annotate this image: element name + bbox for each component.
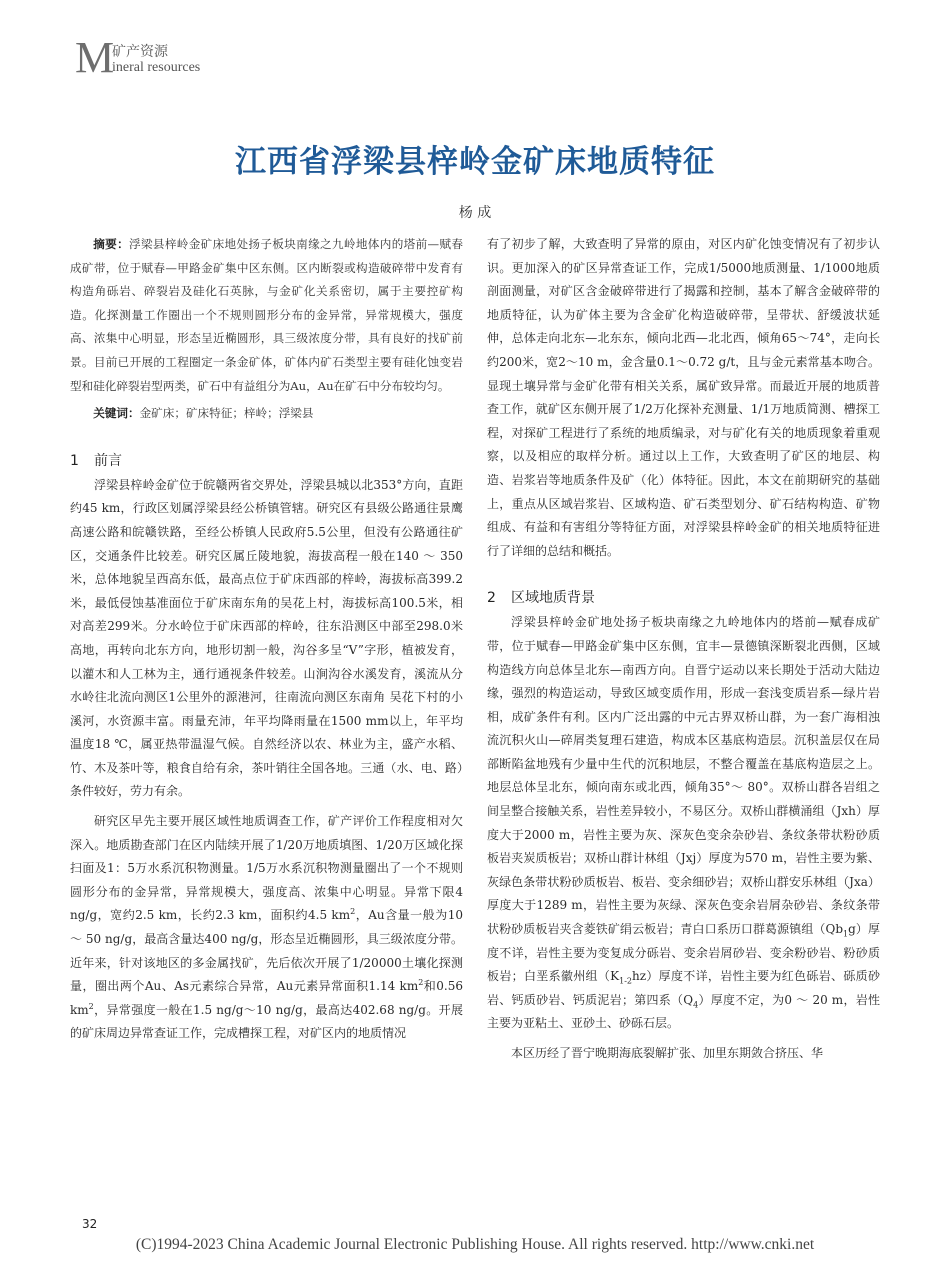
superscript: 2 — [418, 978, 424, 988]
section-heading-1 — [70, 450, 463, 472]
article-title: 江西省浮梁县梓岭金矿床地质特征 — [235, 144, 715, 180]
paragraph-2-part-c: 和0.56 km — [70, 979, 463, 1017]
section-title-1: 前言 — [94, 452, 122, 469]
copyright-footer: (C)1994-2023 China Academic Journal Electronic Publishing House. All rights reserved. http://www.cnki.net — [135, 1236, 815, 1253]
left-column — [70, 233, 463, 1046]
paragraph-2-part-b: ，Au含量一般为10 ～ 50 ng/g，最高含量达400 ng/g，形态呈近椭圆形，具三级浓度分带。近年来，针对该地区的多金属找矿，先后依次开展了1/20000土壤化探测量，圈出两个Au、As元素综合异常，Au元素异常面积1.14 km — [70, 908, 463, 994]
paragraph-5: 本区历经了晋宁晚期海底裂解扩张、加里东期敛合挤压、华 — [511, 1046, 824, 1060]
paragraph-2-part-d: ，异常强度一般在1.5 ng/g～10 ng/g，最高达402.68 ng/g。开展的矿床周边异常查证工作，完成槽探工程，对矿区内的地质情况 — [70, 1002, 463, 1041]
subscript: 4 — [693, 1000, 699, 1010]
page-number: 32 — [82, 1217, 98, 1231]
paragraph-1: 浮梁县梓岭金矿位于皖赣两省交界处，浮梁县城以北353°方向，直距约45 km，行政区划属浮梁县经公桥镇管辖。研究区有县级公路通往景鹰高速公路和皖赣铁路，至经公桥镇人民政府5.5公里，但没有公路通往矿区，交通条件比较差。研究区属丘陵地貌，海拔高程一般在140 ～ 350米，总体地貌呈西高东低，最高点位于矿床西部的梓岭，海拔标高399.2米，最低侵蚀基准面位于矿床南东角的吴花上村，海拔标高100.5米，相对高差299米。分水岭位于矿床西部的梓岭，往东沿测区中部至298.0米高地，再转向北东方向，地形切割一般，沟谷多呈“V”字形，植被发育，以灌木和人工林为主，通行通视条件较差。山涧沟谷水溪发育，溪流从分水岭往北流向测区1公里外的源港河，往南流向测区东南角 吴花下村的小溪河，水资源丰富。雨量充沛，年平均降雨量在1500 mm以上，年平均温度18 ℃，属亚热带温湿气候。自然经济以农、林业为主，盛产水稻、竹、木及茶叶等，粮食自给有余，茶叶销往全国各地。三通（水、电、路）条件较好，劳力有余。 — [70, 477, 463, 799]
paragraph-3: 有了初步了解，大致查明了异常的原由，对区内矿化蚀变情况有了初步认识。更加深入的矿区异常查证工作，完成1/5000地质测量、1/1000地质剖面测量，对矿区含金破碎带进行了揭露和控制，基本了解含金破碎带的地质特征，认为矿体主要为含金矿化构造破碎带，呈带状、舒缓波状延伸，总体走向北东—北东东，倾向北西—北北西，倾角65～74°，走向长约200米，宽2～10 m，金含量0.1～0.72 g/t，且与金元素常基本吻合。显现土壤异常与金矿化带有相关关系，属矿致异常。而最近开展的地质普查工作，就矿区东侧开展了1/2万化探补充测量、1/1万地质简测、槽探工程，对探矿工程进行了系统的地质编录，对与矿化有关的地质现象着重观察，以及相应的取样分析。通过以上工作，大致查明了矿区的地层、构造、岩浆岩等地质条件及矿（化）体特征。因此，本文在前期研究的基础上，重点从区域岩浆岩、区域构造、矿石类型划分、矿石结构构造、矿物组成、有益和有害组分等特征方面，对浮梁县梓岭金矿的相关地质特征进行了详细的总结和概括。 — [487, 237, 880, 558]
subscript: 1-2 — [619, 976, 632, 986]
paragraph-2-part-a: 研究区早先主要开展区域性地质调查工作，矿产评价工作程度相对欠深入。地质勘查部门在区内陆续开展了1/20万地质填图、1/20万区域化探扫面及1：5万水系沉积物测量。1/5万水系沉积物测量圈出了一个不规则圆形分布的金异常，异常规模大，强度高、浓集中心明显。异常下限4 ng/g，宽约2.5 km，长约2.3 km，面积约4.5 km — [70, 814, 463, 923]
article-author: 杨 成 — [458, 205, 492, 221]
right-column — [487, 233, 880, 1066]
section-number-1: 1 — [70, 452, 79, 469]
section-number-2: 2 — [487, 590, 496, 607]
section-name-chinese: 矿产资源 — [112, 44, 168, 60]
abstract-text: 浮梁县梓岭金矿床地处扬子板块南缘之九岭地体内的塔前—赋春成矿带，位于赋春—甲路金矿集中区东侧。区内断裂或构造破碎带中发育有构造角砾岩、碎裂岩及硅化石英脉，与金矿化关系密切，属于主要控矿构造。化探测量工作圈出一个不规则圆形分布的金异常，异常规模大，强度高、浓集中心明显，形态呈近椭圆形，具三级浓度分带，具有良好的找矿前景。目前已开展的工程圈定一条金矿体，矿体内矿石类型主要有硅化蚀变岩型和硅化碎裂岩型两类，矿石中有益组分为Au，Au在矿石中分布较均匀。 — [70, 237, 463, 393]
subscript: 1 — [843, 929, 849, 939]
keywords — [70, 402, 463, 426]
superscript: 2 — [350, 907, 356, 917]
logo-letter: M — [75, 33, 115, 82]
paragraph-4 — [487, 611, 880, 1036]
keywords-text: 金矿床；矿床特征；梓岭；浮梁县 — [139, 406, 314, 421]
section-name-english: ineral resources — [112, 60, 201, 75]
paragraph-4-part-a: 浮梁县梓岭金矿地处扬子板块南缘之九岭地体内的塔前—赋春成矿带，位于赋春—甲路金矿集中区东侧，宜丰—景德镇深断裂北西侧，区域构造线方向总体呈北东—南西方向。自晋宁运动以来长期处于活动大陆边缘，强烈的构造运动，导致区域变质作用，形成一套浅变质岩系—绿片岩相，成矿条件有利。区内广泛出露的中元古界双桥山群，为一套广海相浊流沉积火山—碎屑类复理石建造，构成本区基底构造层。沉积盖层仅在局部断陷盆地残有少量中生代的沉积地层，不整合覆盖在基底构造层之上。地层总体呈北东，倾向南东或北西，倾角35°～ 80°。双桥山群各岩组之间呈整合接触关系，岩性差异较小，不易区分。双桥山群横涌组（Jxh）厚度大于2000 m，岩性主要为灰、深灰色变余杂砂岩、条纹条带状粉砂质板岩夹炭质板岩；双桥山群计林组（Jxj）厚度为570 m，岩性主要为紫、灰绿色条带状粉砂质板岩、板岩、变余细砂岩；双桥山群安乐林组（Jxa）厚度大于1289 m，岩性主要为灰绿、深灰色变余岩屑杂砂岩、条纹条带状粉砂质板岩夹含菱铁矿绢云板岩；青白口系历口群葛源镇组（Qb — [487, 615, 880, 937]
section-heading-2 — [487, 587, 880, 609]
paragraph-4-part-d: ）厚度不定，为0 ～ 20 m，岩性主要为亚粘土、亚砂土、砂砾石层。 — [487, 992, 880, 1031]
paragraph-2 — [70, 810, 463, 1046]
paragraph-4-part-b: g）厚度不详，岩性主要为变复成分砾岩、变余岩屑砂岩、变余粉砂岩、粉砂质板岩；白垩系徽州组（K — [487, 922, 880, 984]
superscript: 2 — [88, 1001, 94, 1011]
keywords-label: 关键词： — [93, 406, 140, 421]
section-title-2: 区域地质背景 — [511, 590, 595, 607]
paragraph-4-part-c: hz）厚度不详，岩性主要为红色砾岩、砾质砂岩、钙质砂岩、钙质泥岩；第四系（Q — [487, 969, 881, 1007]
abstract-label: 摘要： — [93, 237, 130, 251]
abstract — [70, 233, 463, 398]
